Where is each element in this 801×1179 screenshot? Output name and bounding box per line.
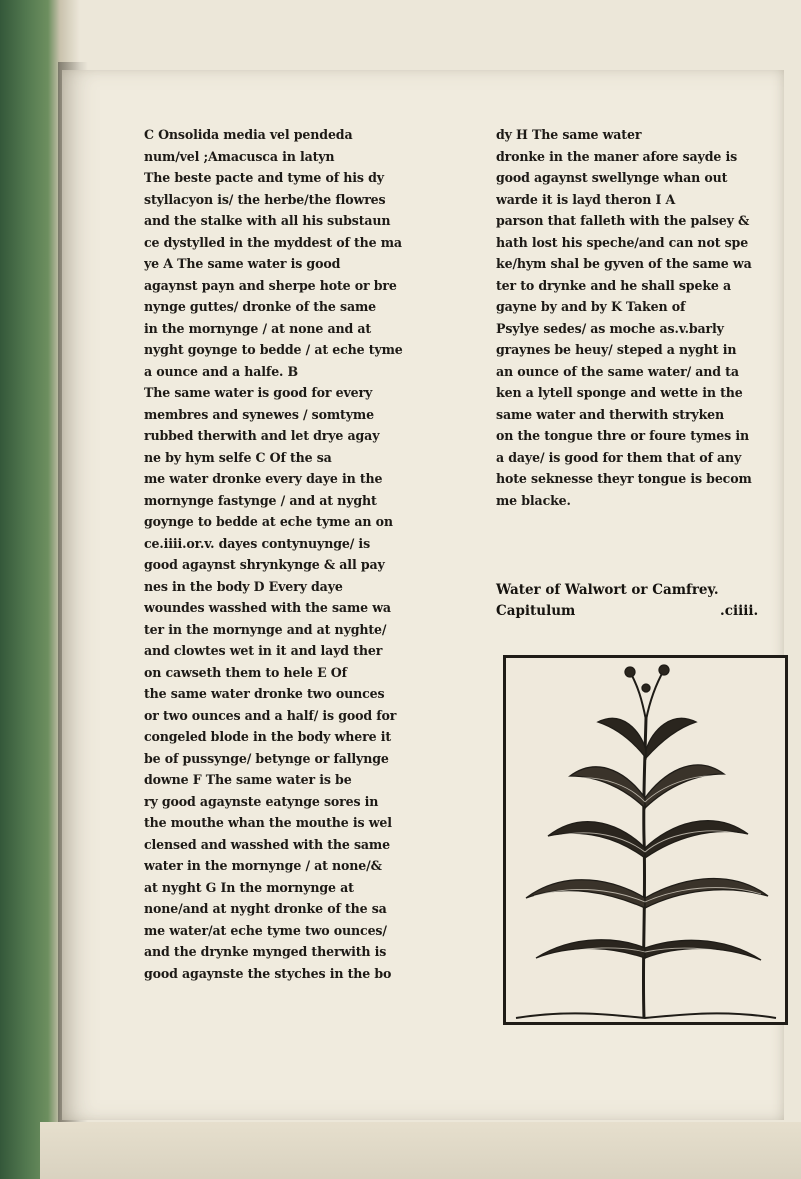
text-line: goynge to bedde at eche tyme an on (144, 514, 393, 529)
plant-woodcut-image (506, 658, 785, 1022)
text-line: me water dronke every daye in the (144, 471, 383, 486)
text-line: dy H The same water (496, 127, 642, 142)
text-line: The beste pacte and tyme of his dy (144, 170, 384, 185)
chapter-title: Water of Walwort or Camfrey. (496, 582, 719, 598)
woodcut-illustration (503, 655, 788, 1025)
text-line: clensed and wasshed with the same (144, 836, 390, 852)
text-line: good agaynst shrynkynge & all pay (144, 557, 385, 572)
text-line: nynge guttes/ dronke of the same (144, 299, 376, 314)
chapter-label: Capitulum (496, 603, 576, 619)
text-line: parson that falleth with the palsey & (496, 213, 750, 228)
text-line: styllacyon is/ the herbe/the flowres (144, 191, 386, 207)
text-line: ce.iiii.or.v. dayes contynuynge/ is (144, 535, 371, 551)
text-line: on cawseth them to hele E Of (144, 664, 347, 680)
text-line: same water and therwith stryken (496, 406, 725, 422)
text-line: none/and at nyght dronke of the sa (144, 901, 387, 916)
text-line: in the mornynge / at none and at (144, 320, 372, 336)
text-line: hote seknesse theyr tongue is becom (496, 471, 752, 486)
text-line: Psylye sedes/ as moche as.v.barly (496, 320, 724, 336)
text-line: ter to drynke and he shall speke a (496, 277, 731, 293)
text-line: dronke in the maner afore sayde is (496, 148, 738, 164)
chapter-number: .ciiii. (720, 603, 759, 619)
text-line: ken a lytell sponge and wette in the (496, 385, 743, 400)
right-text-column (496, 124, 794, 511)
text-line: and clowtes wet in it and layd ther (144, 643, 383, 658)
text-line: a ounce and a halfe. B (144, 363, 299, 379)
text-line: at nyght G In the mornynge at (144, 879, 354, 895)
text-line: hath lost his speche/and can not spe (496, 234, 749, 250)
text-line: on the tongue thre or foure tymes in (496, 428, 749, 443)
text-line: me blacke. (496, 492, 571, 508)
text-line: ne by hym selfe C Of the sa (144, 449, 332, 465)
text-line: ter in the mornynge and at nyghte/ (144, 621, 387, 637)
text-line: or two ounces and a half/ is good for (144, 707, 397, 723)
text-line: rubbed therwith and let drye agay (144, 428, 380, 443)
text-line: a daye/ is good for them that of any (496, 449, 742, 465)
text-line: water in the mornynge / at none/& (144, 858, 382, 873)
text-line: warde it is layd theron I A (496, 191, 676, 207)
text-line: woundes wasshed with the same wa (144, 600, 391, 615)
text-line: mornynge fastynge / and at nyght (144, 492, 377, 508)
left-text-column (144, 124, 482, 984)
text-line: membres and synewes / somtyme (144, 406, 374, 422)
text-line: ce dystylled in the myddest of the ma (144, 234, 402, 250)
text-line: graynes be heuy/ steped a nyght in (496, 342, 737, 357)
text-line: nes in the body D Every daye (144, 578, 343, 594)
text-line: agaynst payn and sherpe hote or bre (144, 277, 397, 293)
text-line: gayne by and by K Taken of (496, 299, 686, 314)
chapter-heading (496, 580, 794, 622)
text-line: downe F The same water is be (144, 772, 352, 787)
text-line: ye A The same water is good (144, 256, 341, 271)
text-line: the same water dronke two ounces (144, 686, 385, 701)
text-line: C Onsolida media vel pendeda (144, 127, 353, 142)
text-line: the mouthe whan the mouthe is wel (144, 815, 392, 830)
text-line: good agaynst swellynge whan out (496, 170, 728, 185)
text-line: an ounce of the same water/ and ta (496, 363, 739, 379)
text-line: The same water is good for every (144, 385, 373, 400)
text-line: and the stalke with all his substaun (144, 213, 391, 228)
text-line: num/vel ;Amacusca in latyn (144, 148, 335, 164)
text-line: congeled blode in the body where it (144, 729, 392, 744)
text-line: and the drynke mynged therwith is (144, 944, 387, 959)
text-line: be of pussynge/ betynge or fallynge (144, 750, 389, 766)
text-line: me water/at eche tyme two ounces/ (144, 922, 387, 938)
text-line: good agaynste the styches in the bo (144, 965, 392, 981)
text-line: ke/hym shal be gyven of the same wa (496, 256, 752, 271)
chapter-label-row (496, 601, 794, 622)
text-line: nyght goynge to bedde / at eche tyme (144, 342, 403, 357)
page-bottom-edge (40, 1122, 801, 1179)
text-line: ry good agaynste eatynge sores in (144, 793, 379, 809)
